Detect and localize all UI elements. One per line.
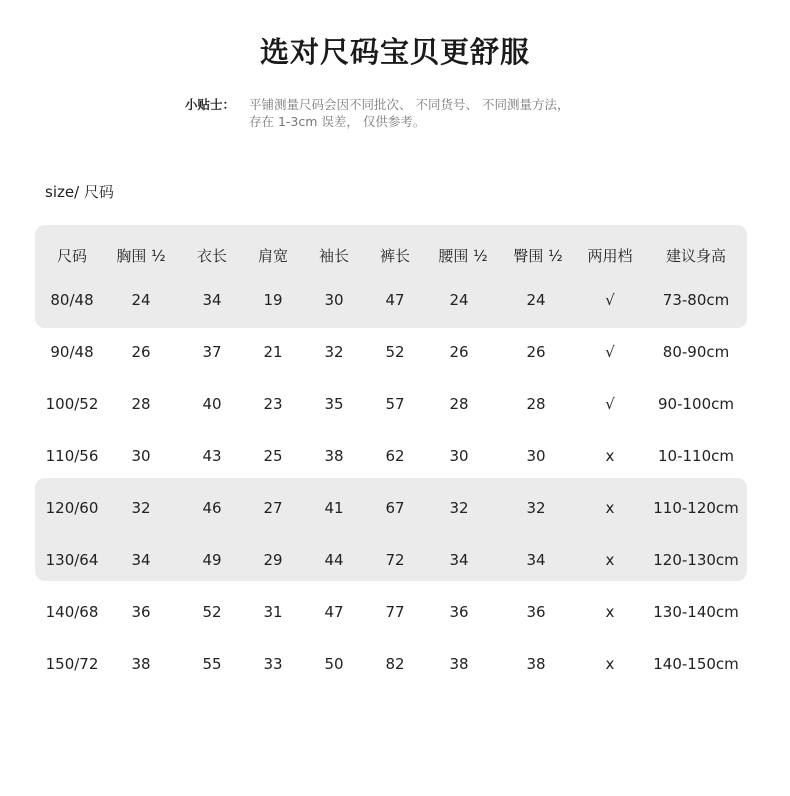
- chest-cell: 36: [131, 603, 151, 621]
- hip-cell: 30: [526, 447, 546, 465]
- waist-cell: 28: [449, 395, 469, 413]
- sleeve-cell: 30: [324, 291, 344, 309]
- hip-cell: 32: [526, 499, 546, 517]
- size-label: size/ 尺码: [45, 183, 114, 201]
- length-cell: 40: [202, 395, 222, 413]
- shoulder-cell: 33: [263, 655, 283, 673]
- shoulder-cell: 21: [263, 343, 283, 361]
- waist-cell: 32: [449, 499, 469, 517]
- chest-cell: 32: [131, 499, 151, 517]
- size-cell: 80/48: [50, 291, 94, 309]
- table-row: [0, 430, 790, 482]
- table-row: [0, 326, 790, 378]
- dual-use-cell: √: [605, 343, 615, 361]
- dual-use-cell: x: [605, 655, 615, 673]
- tips-label: 小贴士：: [185, 97, 236, 112]
- dual-use-cell: √: [605, 395, 615, 413]
- chest-cell: 26: [131, 343, 151, 361]
- sleeve-cell: 35: [324, 395, 344, 413]
- tips-line-1: 平铺测量尺码会因不同批次、 不同货号、 不同测量方法，: [249, 97, 570, 112]
- chest-cell: 38: [131, 655, 151, 673]
- header-cell: 建议身高: [665, 247, 727, 265]
- size-cell: 90/48: [50, 343, 94, 361]
- pants-length-cell: 47: [385, 291, 405, 309]
- hip-cell: 26: [526, 343, 546, 361]
- header-cell: 袖长: [318, 247, 350, 265]
- length-cell: 49: [202, 551, 222, 569]
- hip-cell: 28: [526, 395, 546, 413]
- pants-length-cell: 72: [385, 551, 405, 569]
- chest-cell: 24: [131, 291, 151, 309]
- shoulder-cell: 29: [263, 551, 283, 569]
- height-cell: 80-90cm: [662, 343, 730, 361]
- pants-length-cell: 67: [385, 499, 405, 517]
- length-cell: 55: [202, 655, 222, 673]
- size-cell: 120/60: [45, 499, 99, 517]
- size-cell: 110/56: [45, 447, 99, 465]
- chest-cell: 34: [131, 551, 151, 569]
- dual-use-cell: x: [605, 551, 615, 569]
- height-cell: 110-120cm: [653, 499, 739, 517]
- pants-length-cell: 62: [385, 447, 405, 465]
- chest-cell: 30: [131, 447, 151, 465]
- pants-length-cell: 77: [385, 603, 405, 621]
- header-cell: 裤长: [379, 247, 411, 265]
- size-cell: 150/72: [45, 655, 99, 673]
- sleeve-cell: 32: [324, 343, 344, 361]
- header-cell: 尺码: [56, 247, 88, 265]
- waist-cell: 24: [449, 291, 469, 309]
- header-cell: 胸围 ½: [116, 247, 166, 265]
- table-row: [0, 378, 790, 430]
- shoulder-cell: 31: [263, 603, 283, 621]
- sleeve-cell: 44: [324, 551, 344, 569]
- sleeve-cell: 50: [324, 655, 344, 673]
- dual-use-cell: √: [605, 291, 615, 309]
- chest-cell: 28: [131, 395, 151, 413]
- dual-use-cell: x: [605, 447, 615, 465]
- table-row: [0, 482, 790, 534]
- table-row: [0, 586, 790, 638]
- table-row: [0, 638, 790, 690]
- length-cell: 34: [202, 291, 222, 309]
- sleeve-cell: 38: [324, 447, 344, 465]
- hip-cell: 24: [526, 291, 546, 309]
- waist-cell: 30: [449, 447, 469, 465]
- waist-cell: 34: [449, 551, 469, 569]
- length-cell: 52: [202, 603, 222, 621]
- header-cell: 衣长: [196, 247, 228, 265]
- waist-cell: 26: [449, 343, 469, 361]
- height-cell: 120-130cm: [653, 551, 739, 569]
- table-row: [0, 534, 790, 586]
- tips-line-2: 存在 1-3cm 误差， 仅供参考。: [249, 114, 426, 129]
- shoulder-cell: 19: [263, 291, 283, 309]
- dual-use-cell: x: [605, 603, 615, 621]
- page-title: 选对尺码宝贝更舒服: [259, 35, 530, 69]
- size-cell: 130/64: [45, 551, 99, 569]
- header-cell: 肩宽: [257, 247, 289, 265]
- hip-cell: 34: [526, 551, 546, 569]
- dual-use-cell: x: [605, 499, 615, 517]
- sleeve-cell: 41: [324, 499, 344, 517]
- pants-length-cell: 82: [385, 655, 405, 673]
- pants-length-cell: 52: [385, 343, 405, 361]
- shoulder-cell: 25: [263, 447, 283, 465]
- header-cell: 臀围 ½: [513, 247, 563, 265]
- height-cell: 10-110cm: [658, 447, 734, 465]
- hip-cell: 36: [526, 603, 546, 621]
- height-cell: 130-140cm: [653, 603, 739, 621]
- height-cell: 90-100cm: [658, 395, 734, 413]
- hip-cell: 38: [526, 655, 546, 673]
- height-cell: 73-80cm: [662, 291, 730, 309]
- sleeve-cell: 47: [324, 603, 344, 621]
- shoulder-cell: 27: [263, 499, 283, 517]
- size-cell: 140/68: [45, 603, 99, 621]
- waist-cell: 36: [449, 603, 469, 621]
- header-cell: 腰围 ½: [438, 247, 488, 265]
- pants-length-cell: 57: [385, 395, 405, 413]
- header-cell: 两用档: [587, 247, 633, 265]
- length-cell: 37: [202, 343, 222, 361]
- waist-cell: 38: [449, 655, 469, 673]
- height-cell: 140-150cm: [653, 655, 739, 673]
- shoulder-cell: 23: [263, 395, 283, 413]
- table-row: [0, 274, 790, 326]
- size-cell: 100/52: [45, 395, 99, 413]
- length-cell: 43: [202, 447, 222, 465]
- length-cell: 46: [202, 499, 222, 517]
